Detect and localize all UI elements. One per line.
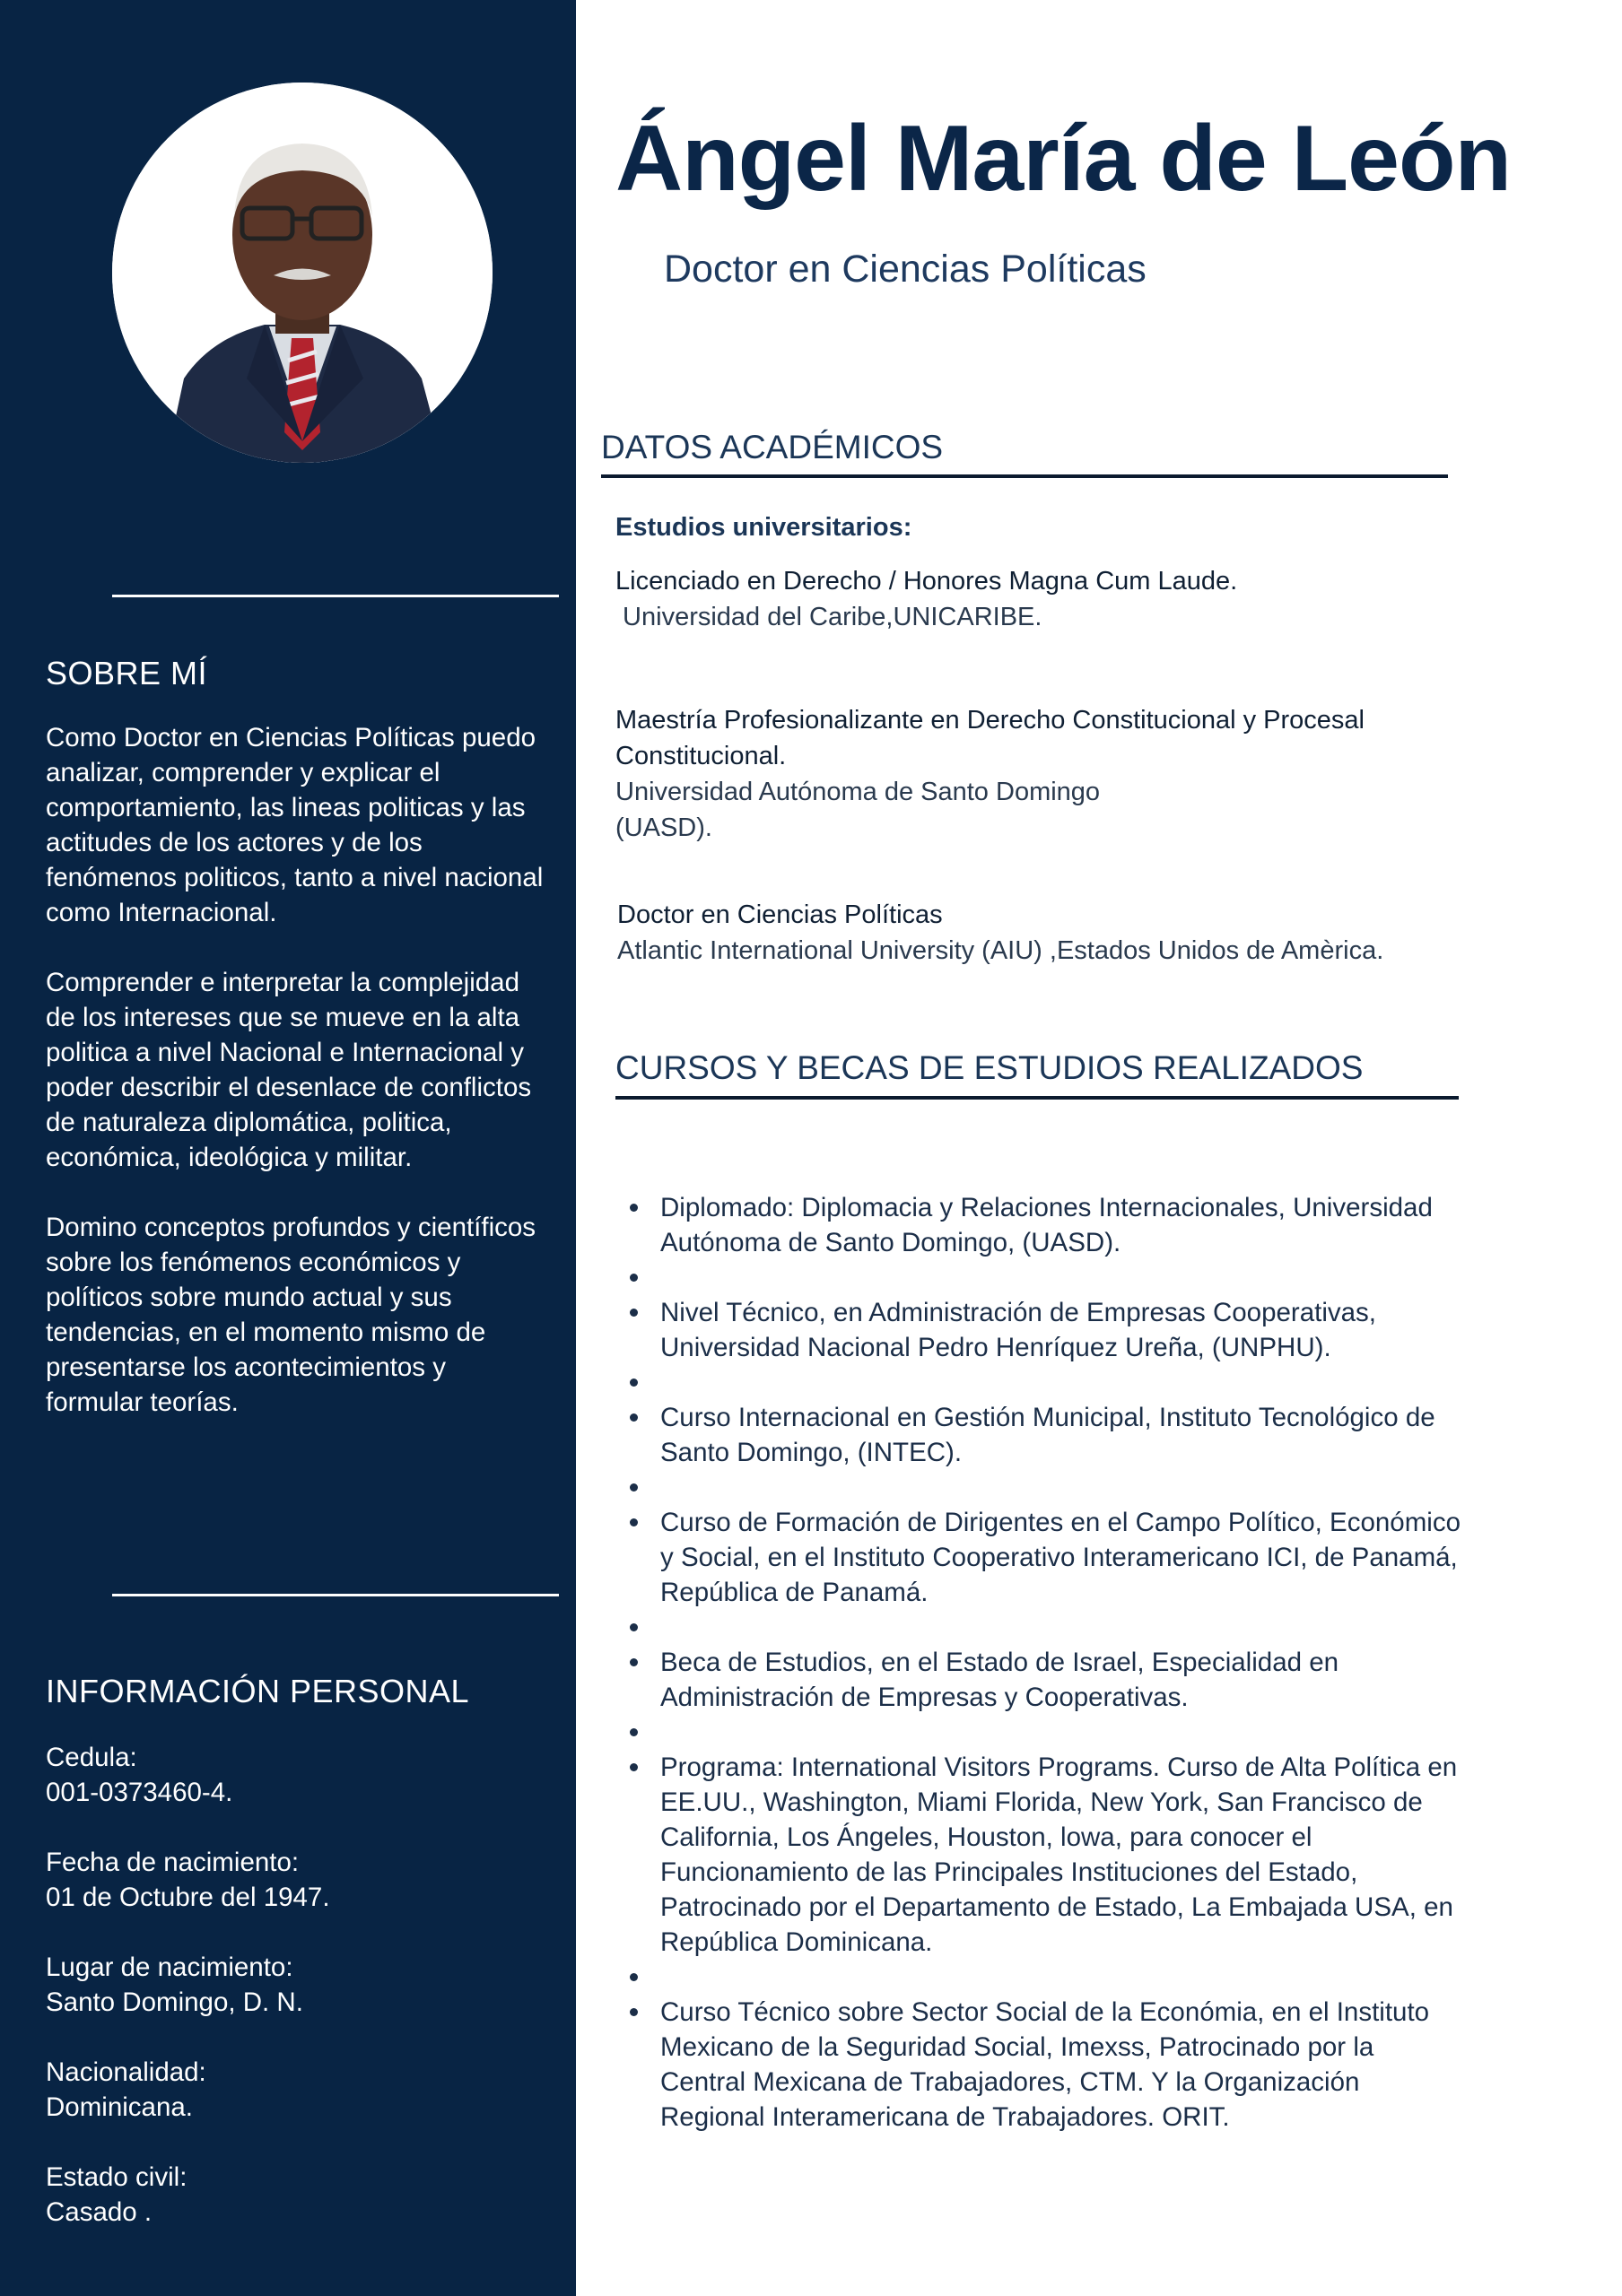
about-heading: SOBRE MÍ [46,655,208,691]
person-name: Ángel María de León [615,107,1512,211]
course-item: Nivel Técnico, en Administración de Empresas Cooperativas, Universidad Nacional Pedro Henríquez Ureña, (UNPHU). [628,1295,1462,1365]
course-item: Programa: International Visitors Programs. Curso de Alta Política en EE.UU., Washington, Miami Florida, New York, San Francisco de California, Los Ángeles, Houston, lowa, para conocer el Funcionamiento de las Principales Instituciones del Estado, Patrocinado por el Departamento de Estado, La Embajada USA, en República Dominicana. [628,1750,1462,1960]
info-value: 01 de Octubre del 1947. [46,1883,330,1912]
info-value: Casado . [46,2197,153,2227]
academic-heading: DATOS ACADÉMICOS [601,429,944,465]
course-item-empty [628,1715,1462,1750]
info-label: Cedula: [46,1743,137,1772]
course-item-empty [628,1960,1462,1995]
info-item-civil-status [46,2160,548,2230]
course-item-empty [628,1365,1462,1400]
course-item: Curso Técnico sobre Sector Social de la Económia, en el Instituto Mexicano de la Seguridad Social, Imexss, Patrocinado por la Central Mexicana de Trabajadores, CTM. Y la Organización Regional Interamericana de Trabajadores. ORIT. [628,1995,1462,2135]
course-item-empty [628,1610,1462,1645]
degree-institution: Atlantic International University (AIU) ,Estados Unidos de Amèrica. [617,936,1384,965]
degree-title: Licenciado en Derecho / Honores Magna Cum Laude. [615,567,1238,596]
sidebar-divider-top [112,595,559,597]
course-item: Curso Internacional en Gestión Municipal, Instituto Tecnológico de Santo Domingo, (INTEC). [628,1400,1462,1470]
about-paragraph: Comprender e interpretar la complejidad de los intereses que se mueve en la alta politica a nivel Nacional e Internacional y poder describir el desenlace de conflictos de naturaleza diplomática, politica, económica, ideológica y militar. [46,968,532,1172]
about-paragraph: Como Doctor en Ciencias Políticas puedo analizar, comprender y explicar el comportamiento, las lineas politicas y las actitudes de los actores y de los fenómenos politicos, tanto a nivel nacional como Internacional. [46,723,544,927]
degree-institution: Universidad del Caribe,UNICARIBE. [615,603,1042,631]
about-text [46,720,548,1455]
course-item: Beca de Estudios, en el Estado de Israel, Especialidad en Administración de Empresas y Cooperativas. [628,1645,1462,1715]
academic-label [615,509,1477,545]
degree-title: Maestría Profesionalizante en Derecho Constitucional y Procesal Constitucional. [615,706,1365,770]
courses-list [628,1190,1462,2135]
info-value: 001-0373460-4. [46,1778,233,1807]
course-item-empty [628,1260,1462,1295]
info-item-cedula [46,1740,548,1810]
courses-heading: CURSOS Y BECAS DE ESTUDIOS REALIZADOS [615,1049,1364,1086]
personal-info-heading: INFORMACIÓN PERSONAL [46,1673,470,1709]
info-item-nationality [46,2055,548,2125]
sidebar-divider-bottom [112,1594,559,1596]
degree-item [615,702,1450,846]
degree-item [617,897,1478,969]
course-item-empty [628,1470,1462,1505]
info-value: Santo Domingo, D. N. [46,1987,303,2017]
degree-title: Doctor en Ciencias Políticas [617,900,943,929]
degree-item [615,563,1477,635]
info-label: Lugar de nacimiento: [46,1952,293,1982]
profile-photo [112,83,493,463]
course-item: Curso de Formación de Dirigentes en el Campo Político, Económico y Social, en el Instituto Cooperativo Interamericano ICI, de Panamá, República de Panamá. [628,1505,1462,1610]
degree-institution: Universidad Autónoma de Santo Domingo (UASD). [615,778,1101,842]
info-item-birthplace [46,1950,548,2020]
academic-divider [601,474,1448,478]
personal-info-list [46,1740,548,2265]
info-label: Estado civil: [46,2162,187,2192]
portrait-illustration [112,83,493,463]
course-item: Diplomado: Diplomacia y Relaciones Internacionales, Universidad Autónoma de Santo Domingo, (UASD). [628,1190,1462,1260]
person-title: Doctor en Ciencias Políticas [664,248,1147,291]
info-label: Fecha de nacimiento: [46,1848,300,1877]
info-label: Nacionalidad: [46,2057,206,2087]
info-item-birthdate [46,1845,548,1915]
studies-label: Estudios universitarios: [615,513,912,542]
courses-divider [615,1096,1459,1100]
info-value: Dominicana. [46,2092,193,2122]
sidebar [0,0,576,2296]
about-paragraph: Domino conceptos profundos y científicos sobre los fenómenos económicos y políticos sobre mundo actual y sus tendencias, en el momento mismo de presentarse los acontecimientos y formular teorías. [46,1213,536,1417]
